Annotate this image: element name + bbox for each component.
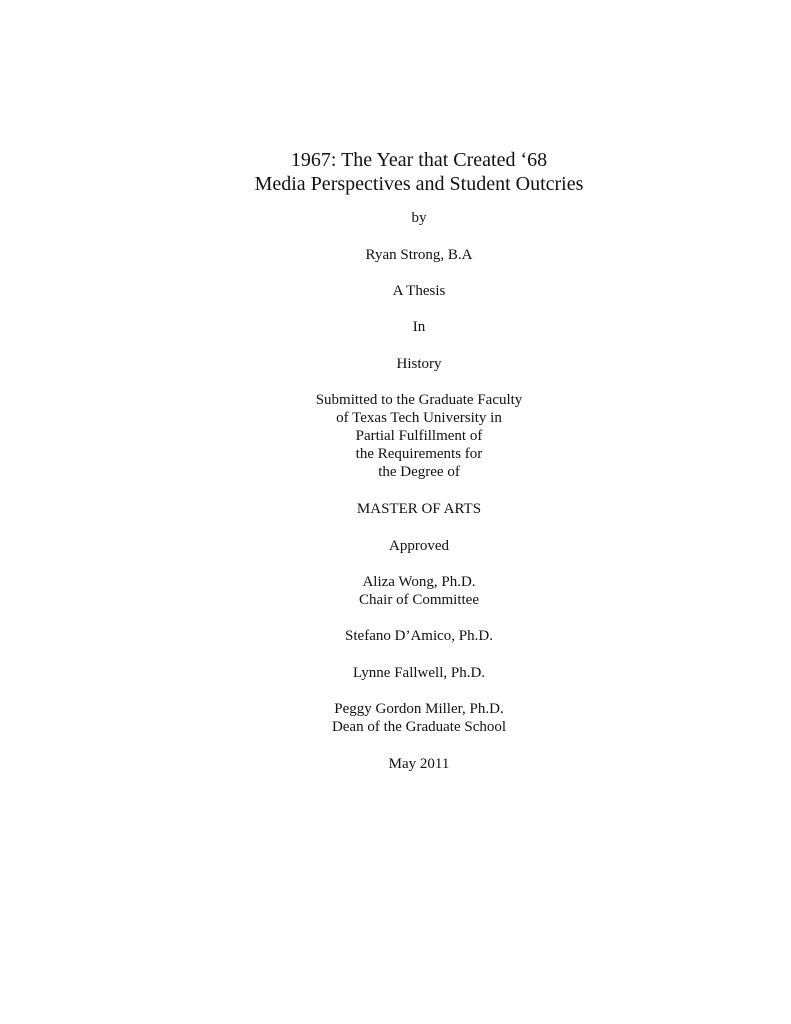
- document-type-block: [0, 282, 791, 300]
- dean-role: Dean of the Graduate School: [331, 719, 507, 735]
- field-block: [0, 355, 791, 373]
- member-2-name: Lynne Fallwell, Ph.D.: [352, 665, 486, 681]
- title-line-1: 1967: The Year that Created ‘68: [290, 149, 548, 171]
- by-text: by: [411, 210, 427, 226]
- approved-label: Approved: [389, 538, 449, 554]
- submission-line-3: Partial Fulfillment of: [355, 428, 483, 444]
- title-line-2: Media Perspectives and Student Outcries: [254, 173, 584, 195]
- member-1-name: Stefano D’Amico, Ph.D.: [345, 628, 493, 644]
- by-line: [0, 209, 791, 227]
- approved-block: [0, 537, 791, 555]
- author-block: [0, 246, 791, 264]
- submission-line-1: Submitted to the Graduate Faculty: [315, 392, 523, 408]
- committee-member-1: [0, 627, 791, 645]
- graduate-dean: [0, 700, 791, 736]
- dean-name: Peggy Gordon Miller, Ph.D.: [334, 701, 504, 717]
- field-of-study: History: [396, 356, 442, 372]
- degree-name: MASTER OF ARTS: [356, 501, 482, 517]
- submission-line-4: the Requirements for: [355, 446, 483, 462]
- submission-line-5: the Degree of: [378, 464, 460, 480]
- submission-statement: [0, 391, 791, 481]
- submission-line-2: of Texas Tech University in: [336, 410, 502, 426]
- submission-date: May 2011: [388, 756, 450, 772]
- document-type: A Thesis: [392, 283, 446, 299]
- author-name: Ryan Strong, B.A: [365, 247, 473, 263]
- in-text: In: [412, 319, 426, 335]
- date-block: [0, 755, 791, 773]
- committee-chair: [0, 573, 791, 609]
- chair-name: Aliza Wong, Ph.D.: [362, 574, 476, 590]
- chair-role: Chair of Committee: [359, 592, 479, 608]
- thesis-title: [0, 148, 791, 196]
- degree-block: [0, 500, 791, 518]
- in-block: [0, 318, 791, 336]
- committee-member-2: [0, 664, 791, 682]
